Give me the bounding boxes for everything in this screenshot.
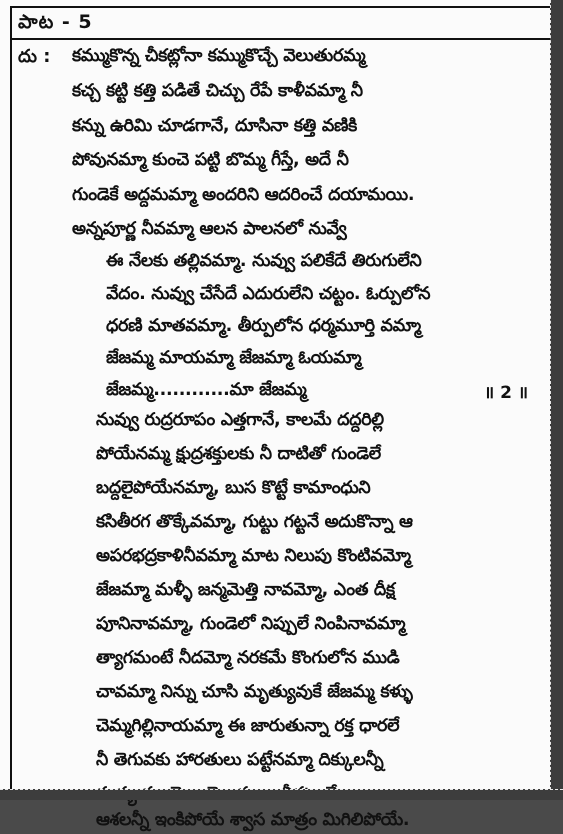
text-line: ఆశలన్నీ ఇంకిపోయే శ్వాస మాత్రం మిగిలిపోయే.	[96, 810, 410, 830]
text-line: ఈ నేలకు తల్లివమ్మా. నువ్వు పలికేదే తిరుగులేని	[106, 251, 422, 271]
text-line: బద్దలైపోయేనమ్మా, బుస కొట్టే కామాంధుని	[96, 478, 371, 498]
lead-label: దు :	[18, 46, 51, 67]
heading-box	[12, 8, 552, 40]
page-title: పాట - 5	[18, 11, 93, 33]
text-line: అపరభద్రకాళినీవమ్మా మాట నిలుపు కొంటివమ్మో	[96, 546, 411, 566]
refrain-mark: ॥ 2 ॥	[484, 383, 529, 403]
text-line: చెమ్మగిల్లినాయమ్మా ఈ జారుతున్నా రక్త ధారలే	[96, 716, 400, 736]
text-line: నీ తెగువకు హారతులు పట్టేనమ్మా దిక్కులన్నీ	[96, 750, 384, 770]
text-line: ధరణి మాతవమ్మా. తీర్పులోన ధర్మమూర్తి వమ్మా	[106, 316, 421, 336]
text-line: కచ్చ కట్టి కత్తి పడితే చిచ్చు రేపే కాళీవమ్మా నీ	[72, 81, 363, 101]
text-line: పూనినావమ్మా, గుండెలో నిప్పులే నింపినావమ్మా	[96, 614, 406, 634]
text-line: అన్నపూర్ణ నీవమ్మా ఆలన పాలనలో నువ్వే	[72, 219, 347, 239]
text-line: జేజమ్మ............మా జేజమ్మ	[106, 380, 307, 400]
text-line: గుండెకే అద్దమమ్మా అందరిని ఆదరించే దయామయి.	[72, 185, 415, 205]
text-line: పోవునమ్మా కుంచె పట్టి బొమ్మ గీస్తే, అదే నీ	[72, 150, 349, 170]
page-frame	[10, 6, 552, 830]
text-line: జేజమ్మ మాయమ్మా జేజమ్మా ఓయమ్మా	[106, 348, 362, 368]
text-line: కమ్ముకొన్న చీకట్లోనా కమ్ముకొచ్చే వెలుతురమ్మ	[72, 46, 366, 66]
text-line: వేదం. నువ్వు చేసేదే ఎదురులేని చట్టం. ఓర్పులోన	[106, 284, 431, 304]
scan-edge-bottom	[0, 789, 563, 800]
text-line: నువ్వు రుద్రరూపం ఎత్తగానే, కాలమే దద్దరిల్లి	[96, 410, 384, 430]
text-line: పోయేనమ్మ క్షుద్రశక్తులకు నీ దాటితో గుండెలే	[96, 444, 381, 464]
text-line: కన్ను ఉరిమి చూడగానే, దూసినా కత్తి వణికి	[72, 116, 357, 136]
text-line: త్యాగమంటే నీదమ్మో నరకమే కొంగులోన ముడి	[96, 648, 400, 668]
text-line: జేజమ్మా మళ్ళీ జన్మమెత్తి నావమ్మో, ఎంత దీక్ష	[96, 580, 395, 600]
text-line: కసితీరగ తొక్కేవమ్మా, గుట్టు గట్టనే అదుకొన్నా ఆ	[96, 512, 413, 532]
scan-edge-right	[550, 0, 563, 800]
text-line: చావమ్మా నిన్ను చూసి మృత్యువుకే జేజమ్మ కళ్ళు	[96, 682, 413, 702]
